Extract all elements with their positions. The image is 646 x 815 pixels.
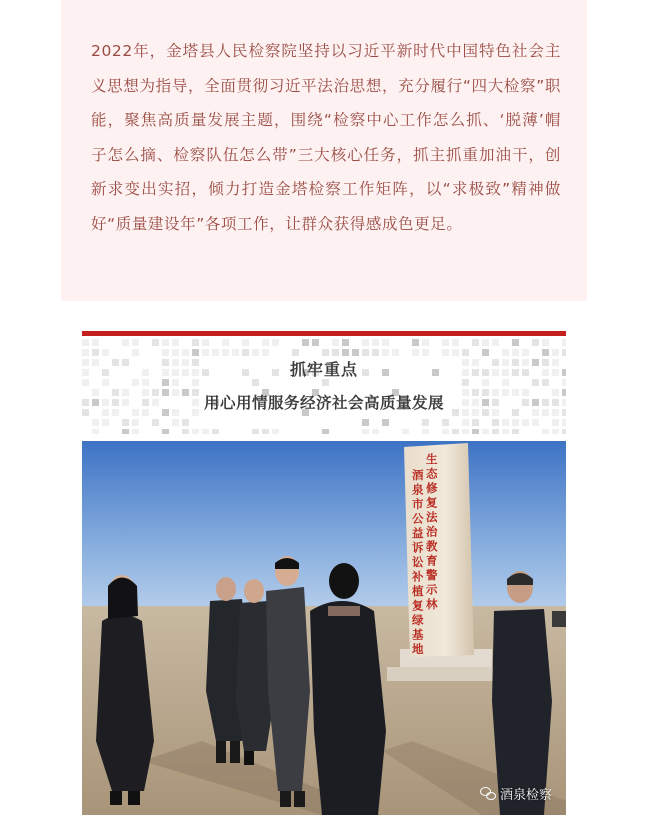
section-title: 抓牢重点 <box>289 360 358 379</box>
red-rule-divider <box>82 331 566 336</box>
intro-box <box>61 0 587 301</box>
wechat-icon <box>480 787 496 800</box>
intro-paragraph: 2022年，金塔县人民检察院坚持以习近平新时代中国特色社会主义思想为指导，全面贯彻习近平法治思想，充分履行“四大检察”职能，聚焦高质量发展主题，围绕“检察中心工作怎么抓、‘脱薄’帽子怎么摘、检察队伍怎么带”三大核心任务，抓主抓重加油干，创新求变出实招，倾力打造金塔检察工作矩阵，以“求极致”精神做好“质量建设年”各项工作，让群众获得感成色更足。 <box>91 42 561 233</box>
watermark-text: 酒泉检察 <box>499 788 552 803</box>
section-subtitle: 用心用情服务经济社会高质量发展 <box>203 394 444 412</box>
section-banner <box>82 331 566 436</box>
watermark <box>480 784 552 803</box>
stele-text-col2: 酒泉市公益诉讼补植复绿基地 <box>412 468 424 656</box>
stele-text-col1: 生态修复法治教育警示林 <box>426 452 438 611</box>
inspection-photo <box>82 441 566 815</box>
pixel-pattern-decoration <box>82 339 566 434</box>
